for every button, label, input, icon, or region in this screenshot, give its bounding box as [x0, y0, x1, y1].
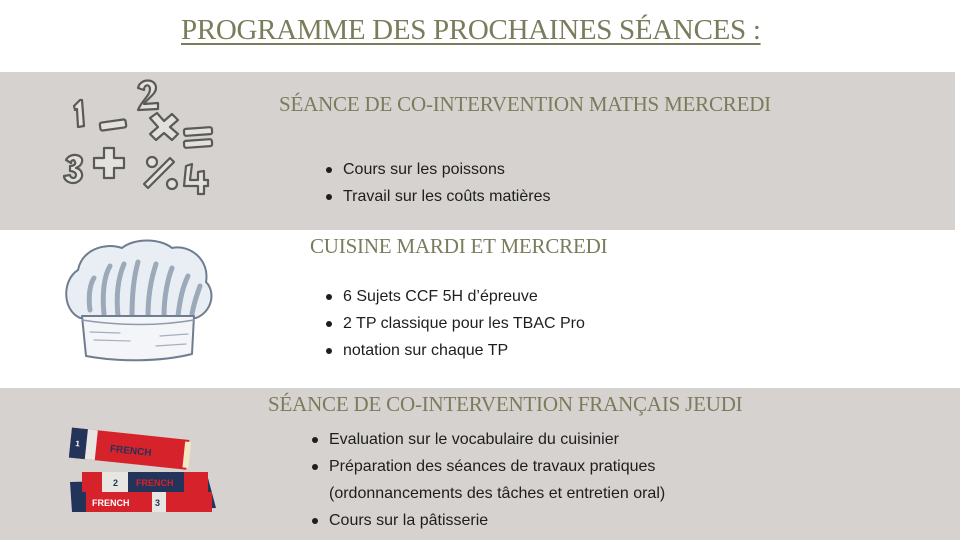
list-item: Travail sur les coûts matières — [326, 183, 550, 210]
list-item: notation sur chaque TP — [326, 337, 585, 364]
section-francais — [0, 388, 960, 540]
math-symbols-icon — [60, 76, 220, 196]
bullet-icon — [326, 348, 332, 354]
list-item: 2 TP classique pour les TBAC Pro — [326, 310, 585, 337]
list-item: Cours sur les poissons — [326, 156, 550, 183]
bullet-list-francais — [312, 426, 665, 534]
list-item: Evaluation sur le vocabulaire du cuisinier — [312, 426, 665, 453]
bullet-icon — [326, 321, 332, 327]
section-title-maths: SÉANCE DE CO-INTERVENTION MATHS MERCREDI — [279, 92, 771, 116]
bullet-list-cuisine — [326, 283, 585, 364]
bullet-icon — [312, 437, 318, 443]
svg-text:FRENCH: FRENCH — [109, 443, 152, 460]
svg-text:2: 2 — [113, 478, 119, 488]
bullet-icon — [312, 464, 318, 470]
bullet-icon — [326, 167, 332, 173]
section-title-cuisine: CUISINE MARDI ET MERCREDI — [310, 234, 608, 258]
list-item: Préparation des séances de travaux pratiques — [312, 453, 665, 480]
bullet-icon — [312, 518, 318, 524]
chef-hat-icon — [60, 236, 215, 364]
bullet-icon — [326, 294, 332, 300]
svg-text:1: 1 — [74, 439, 81, 449]
section-cuisine — [0, 230, 960, 388]
list-item: Cours sur la pâtisserie — [312, 507, 665, 534]
section-maths — [0, 72, 955, 230]
bullet-icon — [326, 194, 332, 200]
svg-text:FRENCH: FRENCH — [92, 498, 130, 508]
svg-text:FRENCH: FRENCH — [136, 478, 174, 488]
section-title-francais: SÉANCE DE CO-INTERVENTION FRANÇAIS JEUDI — [268, 392, 743, 416]
bullet-list-maths — [326, 156, 550, 210]
svg-text:3: 3 — [155, 498, 161, 508]
list-item: 6 Sujets CCF 5H d’épreuve — [326, 283, 585, 310]
list-item-continuation: (ordonnancements des tâches et entretien oral) — [329, 485, 666, 502]
slide-title: PROGRAMME DES PROCHAINES SÉANCES : — [181, 14, 761, 46]
french-books-icon — [62, 420, 220, 520]
